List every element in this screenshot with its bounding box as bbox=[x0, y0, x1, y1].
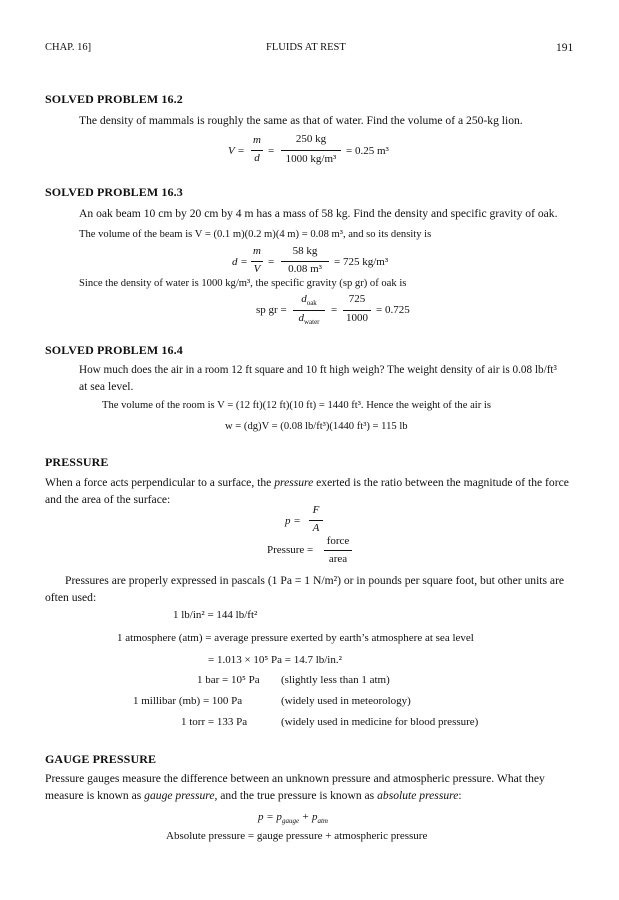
d-num: m bbox=[253, 245, 261, 257]
sg-lhs: sp gr = bbox=[256, 304, 287, 316]
d-num2: 58 kg bbox=[292, 245, 318, 257]
p-lhs: p = bbox=[285, 515, 301, 527]
sg-den-sub: water bbox=[303, 318, 320, 327]
pressure-term: pressure bbox=[274, 476, 314, 489]
eq-equals: = bbox=[268, 145, 275, 157]
p-den: A bbox=[312, 522, 320, 534]
d-den: V bbox=[253, 263, 261, 275]
sg-num2: 725 bbox=[348, 293, 366, 305]
running-title: FLUIDS AT REST bbox=[266, 42, 346, 53]
d-lhs: d = bbox=[232, 256, 248, 268]
problem-16-4-question-line1: How much does the air in a room 12 ft square and 10 ft high weigh? The weight density of air is 0.08 lb/ft³ bbox=[79, 364, 557, 376]
eq-frac-num: m bbox=[253, 134, 261, 146]
chapter-label: CHAP. 16] bbox=[45, 42, 92, 53]
eq-num: 250 kg bbox=[295, 133, 327, 145]
sg-num-sub: oak bbox=[306, 299, 317, 308]
eq-den: 1000 kg/m³ bbox=[285, 153, 337, 165]
pressure-units-text: Pressures are properly expressed in pascals (1 Pa = 1 N/m²) or in pounds per square foot, but other units are often used: bbox=[45, 574, 565, 604]
gauge-pressure-text: Pressure gauges measure the difference between an unknown pressure and atmospheric pressure. What they measure is known as gauge pressure, and the true pressure is known as absolute pressure: bbox=[45, 772, 545, 802]
pressure-lhs: Pressure = bbox=[267, 544, 314, 556]
unit-bar-note: (slightly less than 1 atm) bbox=[281, 674, 390, 686]
sg-result: = 0.725 bbox=[376, 304, 410, 316]
beam-volume-text: The volume of the beam is V = (0.1 m)(0.2 m)(4 m) = 0.08 m³, and so its density is bbox=[79, 229, 432, 240]
heading-problem-16-2: SOLVED PROBLEM 16.2 bbox=[45, 92, 183, 106]
absolute-pressure-equation: Absolute pressure = gauge pressure + atmospheric pressure bbox=[166, 830, 428, 842]
gauge-pressure-term: gauge pressure bbox=[144, 789, 215, 802]
unit-millibar-note: (widely used in meteorology) bbox=[281, 695, 411, 707]
absolute-pressure-term: absolute pressure bbox=[377, 789, 459, 802]
eq-v-lhs: V = bbox=[228, 145, 245, 157]
air-weight-equation: w = (dg)V = (0.08 lb/ft³)(1440 ft³) = 115 lb bbox=[225, 421, 408, 432]
unit-atmosphere-value: = 1.013 × 10⁵ Pa = 14.7 lb/in.² bbox=[208, 654, 342, 666]
unit-torr: 1 torr = 133 Pa bbox=[181, 716, 248, 728]
specific-gravity-text: Since the density of water is 1000 kg/m³, the specific gravity (sp gr) of oak is bbox=[79, 278, 407, 289]
heading-problem-16-3: SOLVED PROBLEM 16.3 bbox=[45, 185, 183, 199]
heading-problem-16-4: SOLVED PROBLEM 16.4 bbox=[45, 343, 183, 357]
sg-den2: 1000 bbox=[346, 312, 368, 324]
d-result: = 725 kg/m³ bbox=[334, 256, 389, 268]
sg-equals: = bbox=[331, 304, 338, 316]
heading-gauge-pressure: GAUGE PRESSURE bbox=[45, 752, 157, 766]
problem-16-2-question: The density of mammals is roughly the same as that of water. Find the volume of a 250-kg lion. bbox=[79, 114, 523, 127]
problem-16-3-question: An oak beam 10 cm by 20 cm by 4 m has a mass of 58 kg. Find the density and specific gravity of oak. bbox=[79, 207, 558, 220]
unit-bar: 1 bar = 10⁵ Pa bbox=[197, 674, 260, 686]
heading-pressure: PRESSURE bbox=[45, 455, 109, 469]
p-num: F bbox=[312, 504, 320, 516]
eq-frac-den: d bbox=[254, 152, 260, 164]
problem-16-4-question-line2: at sea level. bbox=[79, 380, 134, 393]
d-equals: = bbox=[268, 256, 275, 268]
unit-millibar: 1 millibar (mb) = 100 Pa bbox=[133, 695, 243, 707]
pressure-den: area bbox=[328, 553, 348, 565]
page-number: 191 bbox=[556, 42, 574, 54]
gauge-equation: $p = p_{gauge} + p_{atm}$ bbox=[258, 811, 328, 826]
pressure-num: force bbox=[326, 535, 350, 547]
unit-atmosphere: 1 atmosphere (atm) = average pressure exerted by earth’s atmosphere at sea level bbox=[117, 632, 474, 644]
eq-result: = 0.25 m³ bbox=[346, 145, 389, 157]
d-den2: 0.08 m³ bbox=[288, 263, 322, 275]
unit-lb-in2: 1 lb/in² = 144 lb/ft² bbox=[173, 609, 258, 621]
pressure-intro: When a force acts perpendicular to a surface, the pressure exerted is the ratio between the magnitude of the force and the area of the surface: bbox=[45, 476, 569, 506]
sg-den: d bbox=[298, 312, 304, 324]
room-volume-text: The volume of the room is V = (12 ft)(12 ft)(10 ft) = 1440 ft³. Hence the weight of the air is bbox=[102, 400, 491, 411]
sg-num: d bbox=[301, 293, 307, 305]
unit-torr-note: (widely used in medicine for blood pressure) bbox=[281, 716, 479, 728]
